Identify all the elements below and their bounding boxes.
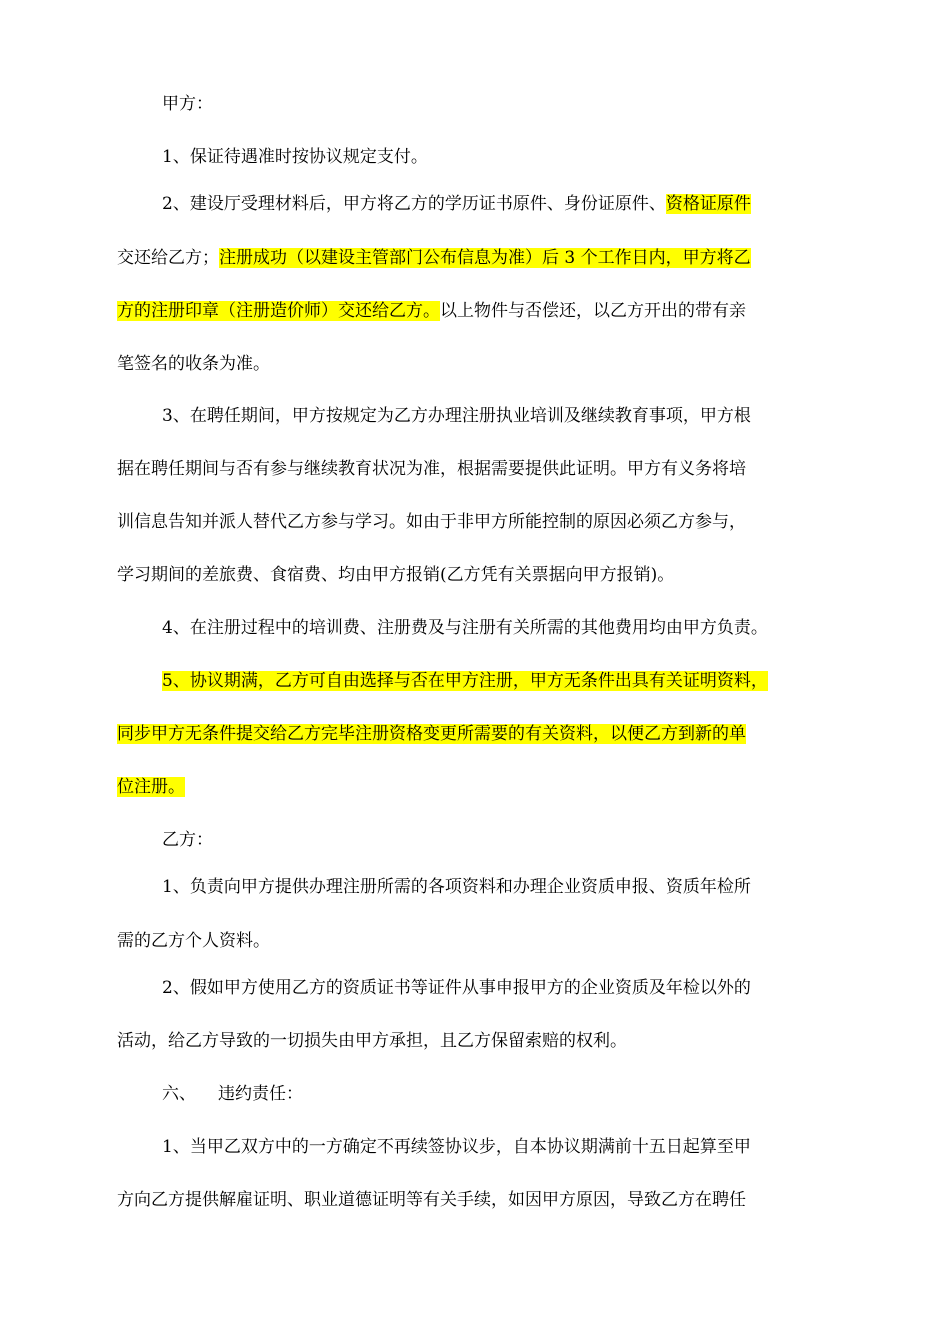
text-run: 交还给乙方； — [117, 248, 219, 268]
party-a-item-2-line-4 — [117, 352, 270, 376]
text-run: 1、负责向甲方提供办理注册所需的各项资料和办理企业资质申报、资质年检所 — [162, 877, 751, 897]
party-a-heading — [162, 92, 213, 116]
party-a-item-5-line-2 — [117, 722, 746, 746]
text-run: 甲方： — [162, 94, 213, 114]
party-a-item-4 — [162, 616, 768, 640]
party-a-item-2-line-2 — [117, 246, 751, 270]
highlighted-text: 注册成功（以建设主管部门公布信息为准）后 3 个工作日内，甲方将乙 — [219, 248, 751, 268]
text-run: 训信息告知并派人替代乙方参与学习。如由于非甲方所能控制的原因必须乙方参与， — [117, 512, 746, 532]
party-a-item-2 — [162, 192, 751, 216]
party-a-item-3-line-4 — [117, 563, 674, 587]
party-a-item-3-line-3 — [117, 510, 746, 534]
highlighted-text: 方的注册印章（注册造价师）交还给乙方。 — [117, 301, 440, 321]
text-run: 4、在注册过程中的培训费、注册费及与注册有关所需的其他费用均由甲方负责。 — [162, 618, 768, 638]
section-title: 违约责任： — [218, 1084, 303, 1104]
party-a-item-5 — [162, 669, 768, 693]
text-run: 需的乙方个人资料。 — [117, 931, 270, 951]
party-b-heading — [162, 828, 213, 852]
party-a-item-3-line-2 — [117, 457, 746, 481]
text-run: 2、假如甲方使用乙方的资质证书等证件从事申报甲方的企业资质及年检以外的 — [162, 978, 751, 998]
text-run: 学习期间的差旅费、食宿费、均由甲方报销(乙方凭有关票据向甲方报销)。 — [117, 565, 675, 585]
party-a-item-5-line-3 — [117, 775, 185, 799]
highlighted-text: 位注册。 — [117, 777, 185, 797]
party-b-item-1-line-2 — [117, 929, 270, 953]
highlighted-text: 5、协议期满，乙方可自由选择与否在甲方注册，甲方无条件出具有关证明资料， — [162, 671, 768, 691]
text-run: 据在聘任期间与否有参与继续教育状况为准，根据需要提供此证明。甲方有义务将培 — [117, 459, 746, 479]
section-number: 六、 — [162, 1084, 196, 1104]
text-run: 笔签名的收条为准。 — [117, 354, 270, 374]
section-six-heading — [162, 1082, 303, 1106]
text-run: 3、在聘任期间，甲方按规定为乙方办理注册执业培训及继续教育事项，甲方根 — [162, 406, 751, 426]
text-run: 1、保证待遇准时按协议规定支付。 — [162, 147, 428, 167]
party-b-item-2 — [162, 976, 751, 1000]
party-a-item-2-line-3 — [117, 299, 746, 323]
text-run: 2、建设厅受理材料后，甲方将乙方的学历证书原件、身份证原件、 — [162, 194, 666, 214]
text-run: 以上物件与否偿还，以乙方开出的带有亲 — [440, 301, 746, 321]
text-run: 1、当甲乙双方中的一方确定不再续签协议步，自本协议期满前十五日起算至甲 — [162, 1137, 751, 1157]
party-b-item-2-line-2 — [117, 1029, 627, 1053]
highlighted-text: 资格证原件 — [665, 194, 751, 214]
party-a-item-1 — [162, 145, 428, 169]
breach-item-1 — [162, 1135, 751, 1159]
text-run: 活动，给乙方导致的一切损失由甲方承担，且乙方保留索赔的权利。 — [117, 1031, 627, 1051]
breach-item-1-line-2 — [117, 1188, 746, 1212]
text-run: 方向乙方提供解雇证明、职业道德证明等有关手续，如因甲方原因，导致乙方在聘任 — [117, 1190, 746, 1210]
highlighted-text: 同步甲方无条件提交给乙方完毕注册资格变更所需要的有关资料，以便乙方到新的单 — [117, 724, 746, 744]
party-b-item-1 — [162, 875, 751, 899]
text-run: 乙方： — [162, 830, 213, 850]
party-a-item-3 — [162, 404, 751, 428]
